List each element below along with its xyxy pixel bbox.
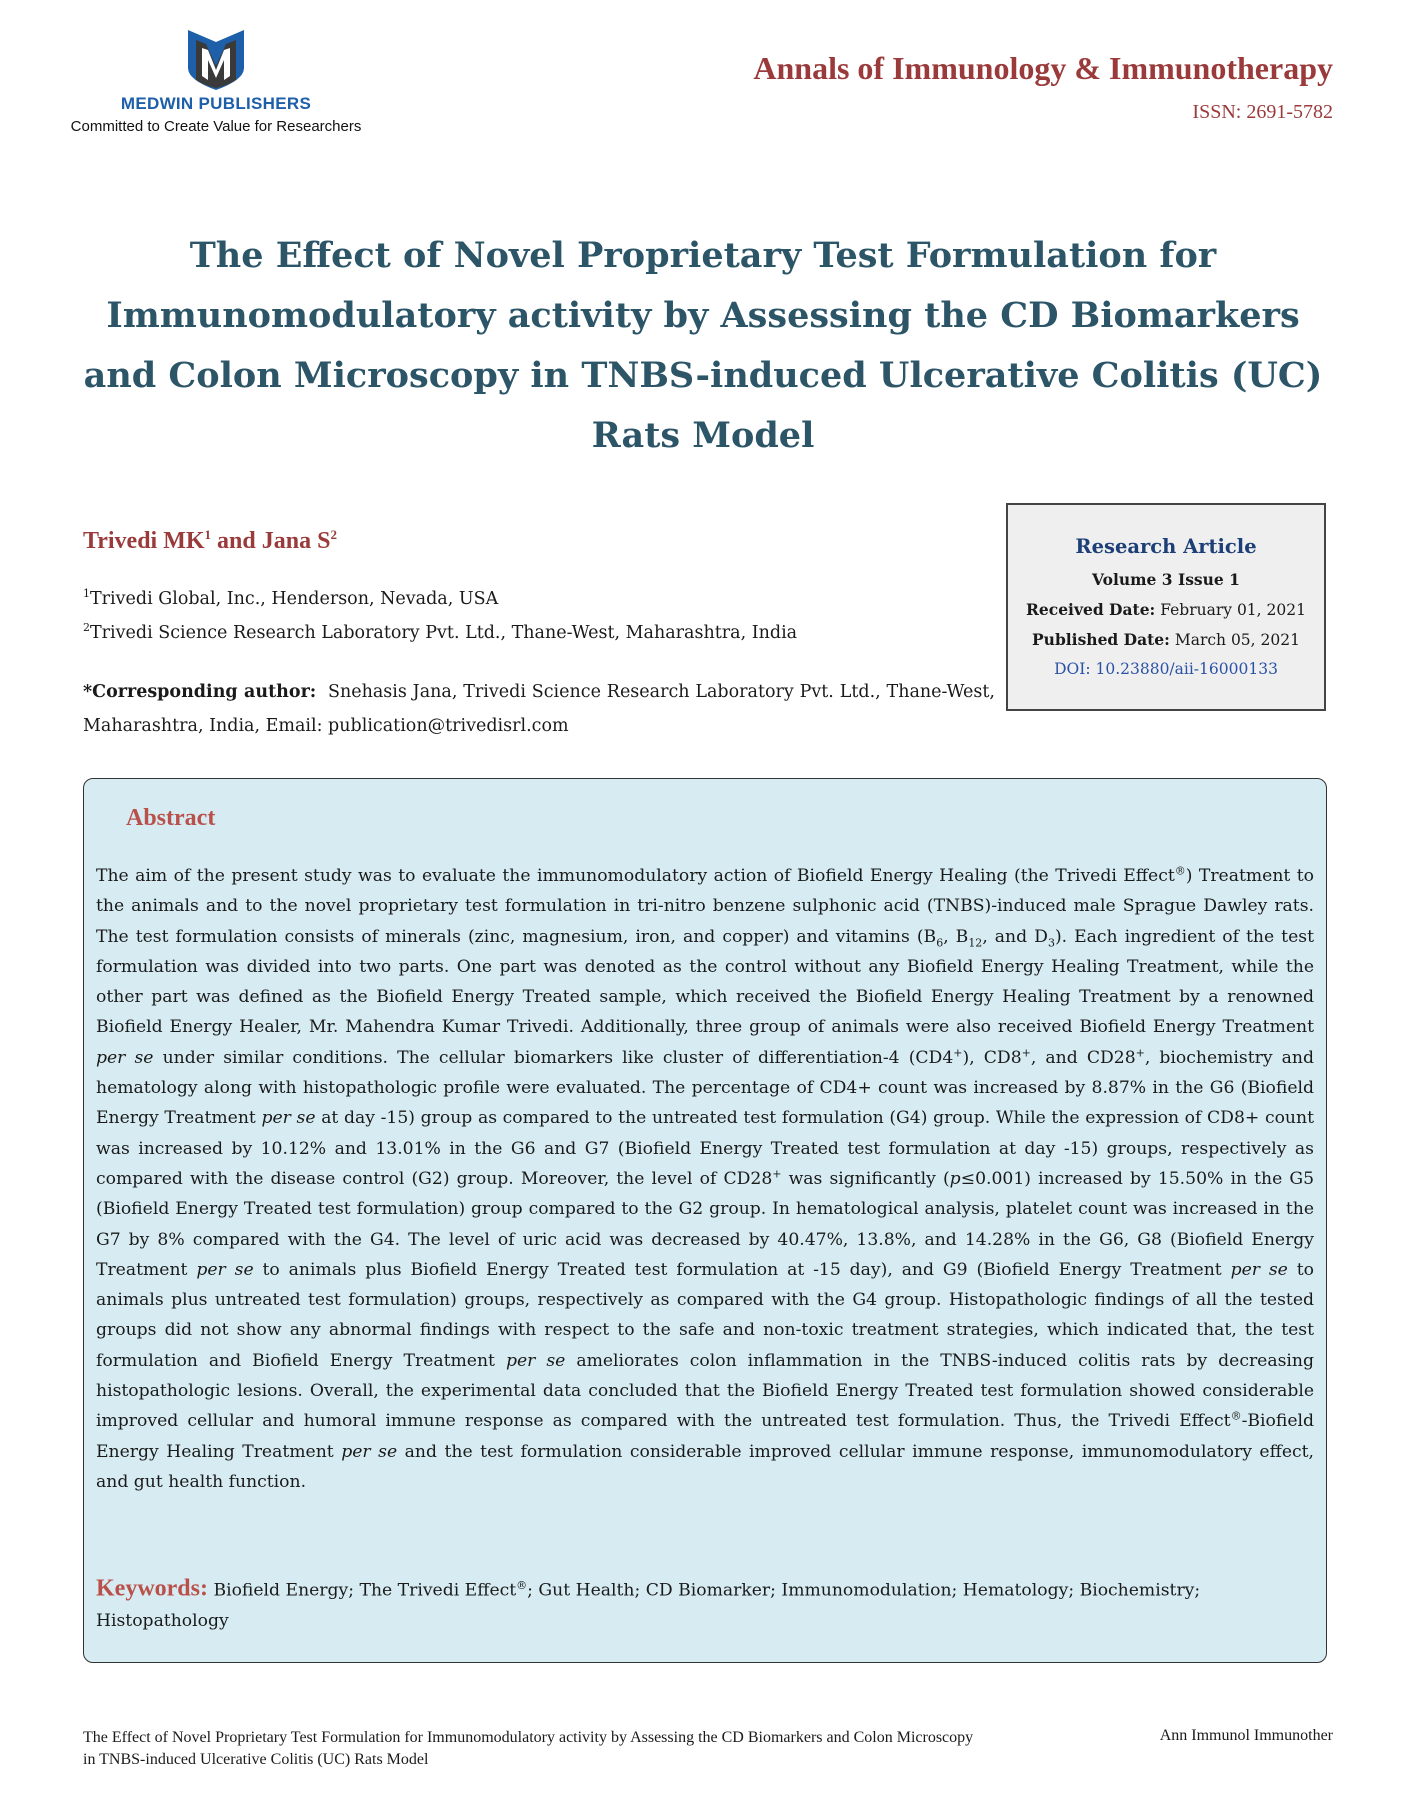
abstract-box bbox=[83, 778, 1327, 1663]
article-type: Research Article bbox=[1075, 535, 1257, 558]
keywords-text-1: Biofield Energy; The Trivedi Effect bbox=[207, 1580, 517, 1601]
article-title: The Effect of Novel Proprietary Test Formulation for Immunomodulatory activity by Assessing the CD Biomarkers and Colon Microscopy in TNBS-induced Ulcerative Colitis (UC) Rats Model bbox=[83, 235, 1323, 456]
keywords-text-2: ; Gut Health; CD Biomarker; Immunomodulation; Hematology; Biochemistry; Histopathology bbox=[96, 1580, 1201, 1631]
author-1: Trivedi MK bbox=[83, 528, 205, 554]
affiliation-2 bbox=[83, 621, 797, 643]
volume-issue: Volume 3 Issue 1 bbox=[1092, 570, 1240, 589]
author-2-affiliation-mark: 2 bbox=[330, 527, 337, 542]
keywords bbox=[96, 1571, 1314, 1636]
corresponding-author-label: *Corresponding author: bbox=[83, 682, 317, 702]
doi-link[interactable]: DOI: 10.23880/aii-16000133 bbox=[1054, 660, 1278, 678]
affiliation-1-text: Trivedi Global, Inc., Henderson, Nevada, USA bbox=[90, 588, 499, 609]
corresponding-author bbox=[83, 675, 995, 743]
published-date: March 05, 2021 bbox=[1174, 631, 1300, 649]
article-info-box bbox=[1006, 503, 1326, 711]
received-date: February 01, 2021 bbox=[1160, 601, 1306, 619]
author-list bbox=[83, 527, 337, 555]
affiliation-1-mark: 1 bbox=[83, 587, 90, 600]
journal-issn: ISSN: 2691-5782 bbox=[1192, 101, 1333, 123]
publisher-name: MEDWIN PUBLISHERS bbox=[120, 94, 312, 113]
author-2: Jana S bbox=[261, 528, 331, 554]
journal-title: Annals of Immunology & Immunotherapy bbox=[753, 50, 1333, 86]
footer-journal-abbrev: Ann Immunol Immunother bbox=[1159, 1727, 1333, 1744]
received-label: Received Date: bbox=[1026, 600, 1156, 619]
footer-running-title: The Effect of Novel Proprietary Test Formulation for Immunomodulatory activity by Assessing the CD Biomarkers and Colon Microscopy in TNBS-induced Ulcerative Colitis (UC) Rats Model bbox=[83, 1729, 974, 1768]
author-1-affiliation-mark: 1 bbox=[204, 527, 212, 542]
keywords-reg-mark: ® bbox=[516, 1579, 528, 1592]
medwin-shield-icon bbox=[186, 28, 246, 92]
keywords-label: Keywords: bbox=[96, 1575, 208, 1602]
abstract-text: The aim of the present study was to evaluate the immunomodulatory action of Biofield Energy Healing (the Trivedi Effect®) Treatment to the animals and to the novel proprietary test formulation in tri-nitro benzene sulphonic acid (TNBS)-induced male Sprague Dawley rats. The test formulation consists of minerals (zinc, magnesium, iron, and copper) and vitamins ($B_6$, $B_{12}$, and $D_3$). Each ingredient of the test formulation was divided into two parts. One part was denoted as the control without any Biofield Energy Healing Treatment, while the other part was defined as the Biofield Energy Treated sample, which received the Biofield Energy Healing Treatment by a renowned Biofield Energy Healer, Mr. Mahendra Kumar Trivedi. Additionally, three group of animals were also received Biofield Energy Treatment per se under similar conditions. The cellular biomarkers like cluster of differentiation-4 (CD4+), CD8+, and CD28+, biochemistry and hematology along with histopathologic profile were evaluated. The percentage of CD4+ count was increased by 8.87% in the G6 (Biofield Energy Treatment per se at day -15) group as compared to the untreated test formulation (G4) group. While the expression of CD8+ count was increased by 10.12% and 13.01% in the G6 and G7 (Biofield Energy Treated test formulation at day -15) groups, respectively as compared with the disease control (G2) group. Moreover, the level of CD28+ was significantly (p≤0.001) increased by 15.50% in the G5 (Biofield Energy Treated test formulation) group compared to the G2 group. In hematological analysis, platelet count was increased in the G7 by 8% compared with the G4. The level of uric acid was decreased by 40.47%, 13.8%, and 14.28% in the G6, G8 (Biofield Energy Treatment per se to animals plus Biofield Energy Treated test formulation at -15 day), and G9 (Biofield Energy Treatment per se to animals plus untreated test formulation) groups, respectively as compared with the G4 group. Histopathologic findings of all the tested groups did not show any abnormal findings with respect to the safe and non-toxic treatment strategies, which indicated that, the test formulation and Biofield Energy Treatment per se ameliorates colon inflammation in the TNBS-induced colitis rats by decreasing histopathologic lesions. Overall, the experimental data concluded that the Biofield Energy Treated test formulation showed considerable improved cellular and humoral immune response as compared with the untreated test formulation. Thus, the Trivedi Effect®-Biofield Energy Healing Treatment per se and the test formulation considerable improved cellular immune response, immunomodulatory effect, and gut health function. bbox=[96, 864, 1315, 1492]
affiliation-2-mark: 2 bbox=[83, 621, 90, 634]
published-label: Published Date: bbox=[1032, 630, 1170, 649]
affiliation-1 bbox=[83, 587, 498, 609]
author-separator: and bbox=[211, 528, 262, 554]
corresponding-author-text: Snehasis Jana, Trivedi Science Research Laboratory Pvt. Ltd., Thane-West, Maharashtra, India, Email: publication@trivedisrl.com bbox=[83, 682, 995, 736]
journal-header bbox=[753, 50, 1333, 124]
affiliation-2-text: Trivedi Science Research Laboratory Pvt. Ltd., Thane-West, Maharashtra, India bbox=[90, 622, 798, 643]
publisher-tagline: Committed to Create Value for Researchers bbox=[70, 118, 362, 135]
abstract-heading: Abstract bbox=[126, 805, 216, 831]
publisher-logo bbox=[66, 28, 366, 135]
